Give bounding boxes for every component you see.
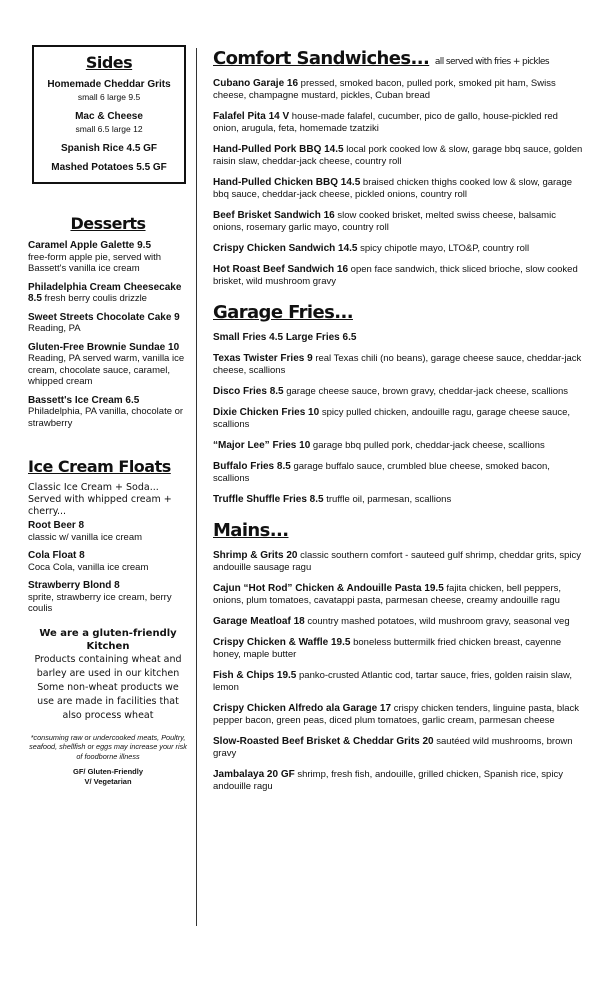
menu-item: Small Fries 4.5 Large Fries 6.5	[213, 332, 357, 343]
float-item: Cola Float 8 Coca Cola, vanilla ice cream	[28, 550, 149, 573]
menu-item: Shrimp & Grits 20 classic southern comfort - sauteed gulf shrimp, cheddar grits, spicy andouille sausage ragu	[213, 550, 582, 573]
menu-item: Hand-Pulled Chicken BBQ 14.5 braised chicken thighs cooked low & slow, garage bbq sauce, cheddar-jack cheese, pickled onions, country roll	[213, 177, 573, 200]
menu-item: Buffalo Fries 8.5 garage buffalo sauce, crumbled blue cheese, smoked bacon, scallions	[213, 461, 550, 484]
menu-item: Hand-Pulled Pork BBQ 14.5 local pork cooked low & slow, garage bbq sauce, golden raisin slaw, cheddar-jack cheese, country roll	[213, 144, 583, 167]
menu-item: Crispy Chicken Sandwich 14.5 spicy chipotle mayo, LTO&P, country roll	[213, 243, 530, 254]
desserts-title: Desserts	[70, 214, 146, 233]
sides-box	[32, 45, 186, 184]
dessert-item: Caramel Apple Galette 9.5 free-form apple pie, served with Bassett's vanilla ice cream	[28, 240, 162, 274]
menu-item: Falafel Pita 14 V house-made falafel, cucumber, pico de gallo, house-pickled red onion, arugula, feta, homemade tzatziki	[213, 111, 558, 134]
menu-item: Disco Fries 8.5 garage cheese sauce, brown gravy, cheddar-jack cheese, scallions	[213, 386, 569, 397]
side-item: Mac & Cheese small 6.5 large 12	[75, 111, 143, 134]
dessert-item: Philadelphia Cream Cheesecake 8.5 fresh berry coulis drizzle	[28, 281, 182, 304]
sides-title: Sides	[85, 53, 133, 72]
gluten-friendly-text: Products containing wheat and barley are used in our kitchen Some non-wheat products we use are made in facilities that also process wheat	[34, 653, 182, 721]
menu-item: “Major Lee” Fries 10 garage bbq pulled pork, cheddar-jack cheese, scallions	[213, 440, 545, 451]
menu-item: Texas Twister Fries 9 real Texas chili (no beans), garage cheese sauce, cheddar-jack cheese, scallions	[213, 353, 582, 376]
sandwiches-subtitle: all served with fries + pickles	[434, 57, 549, 67]
menu-item: Garage Meatloaf 18 country mashed potatoes, wild mushroom gravy, seasonal veg	[213, 616, 570, 627]
fries-title: Garage Fries...	[213, 302, 353, 323]
menu-item: Beef Brisket Sandwich 16 slow cooked brisket, melted swiss cheese, balsamic onions, rosemary garlic mayo, country roll	[213, 210, 556, 233]
menu-item: Truffle Shuffle Fries 8.5 truffle oil, parmesan, scallions	[213, 494, 452, 505]
sandwiches-title: Comfort Sandwiches... all served with fries + pickles	[213, 48, 549, 69]
floats-title: Ice Cream Floats	[28, 457, 171, 476]
float-item: Root Beer 8 classic w/ vanilla ice cream	[28, 520, 143, 543]
side-item: Homemade Cheddar Grits small 6 large 9.5	[47, 79, 171, 102]
sandwiches-list	[213, 78, 585, 288]
menu-item: Jambalaya 20 GF shrimp, fresh fish, andouille, grilled chicken, Spanish rice, spicy andouille ragu	[213, 769, 563, 792]
gluten-friendly-box	[28, 627, 188, 723]
mains-list	[213, 550, 585, 793]
dessert-item: Sweet Streets Chocolate Cake 9 Reading, PA	[28, 311, 180, 334]
column-divider	[196, 48, 197, 926]
dessert-item: Bassett's Ice Cream 6.5 Philadelphia, PA vanilla, chocolate or strawberry	[28, 394, 184, 429]
gluten-friendly-title: We are a gluten-friendly Kitchen	[39, 627, 177, 652]
right-column	[213, 48, 585, 793]
side-item: Mashed Potatoes 5.5 GF	[51, 162, 167, 173]
menu-item: Cubano Garaje 16 pressed, smoked bacon, pulled pork, smoked pit ham, Swiss cheese, champagne mustard, pickles, Cuban bread	[213, 78, 556, 101]
menu-item: Cajun “Hot Rod” Chicken & Andouille Pasta 19.5 fajita chicken, bell peppers, onions, plum tomatoes, cavatappi pasta, parmesan cheese, creamy andouille ragu	[213, 583, 562, 606]
desserts-list	[28, 240, 188, 429]
left-column	[28, 45, 188, 786]
floats-list	[28, 520, 188, 615]
menu-item: Slow-Roasted Beef Brisket & Cheddar Grits 20 sautéed wild mushrooms, brown gravy	[213, 736, 573, 759]
raw-food-disclaimer: *consuming raw or undercooked meats, Poultry, seafood, shellfish or eggs may increase your risk of foodborne illness	[29, 732, 187, 761]
menu-item: Fish & Chips 19.5 panko-crusted Atlantic cod, tartar sauce, fries, golden raisin slaw, lemon	[213, 670, 572, 693]
menu-item: Crispy Chicken Alfredo ala Garage 17 crispy chicken tenders, linguine pasta, black pepper bacon, green peas, diced plum tomatoes, garlic cream, parmesan cheese	[213, 703, 580, 726]
dessert-item: Gluten-Free Brownie Sundae 10 Reading, PA served warm, vanilla ice cream, chocolate sauce, caramel, whipped cream	[28, 341, 185, 387]
menu-item: Crispy Chicken & Waffle 19.5 boneless buttermilk fried chicken breast, cayenne honey, maple butter	[213, 637, 562, 660]
menu-item: Dixie Chicken Fries 10 spicy pulled chicken, andouille ragu, garage cheese sauce, scallions	[213, 407, 571, 430]
side-item: Spanish Rice 4.5 GF	[60, 143, 157, 154]
mains-title: Mains...	[213, 520, 289, 541]
diet-legend: GF/ Gluten-Friendly V/ Vegetarian	[72, 767, 143, 786]
menu-item: Hot Roast Beef Sandwich 16 open face sandwich, thick sliced brioche, slow cooked brisket, wild mushroom gravy	[213, 264, 578, 287]
fries-list	[213, 332, 585, 506]
floats-intro: Classic Ice Cream + Soda... Served with whipped cream + cherry...	[28, 482, 172, 517]
float-item: Strawberry Blond 8 sprite, strawberry ice cream, berry coulis	[28, 580, 172, 614]
